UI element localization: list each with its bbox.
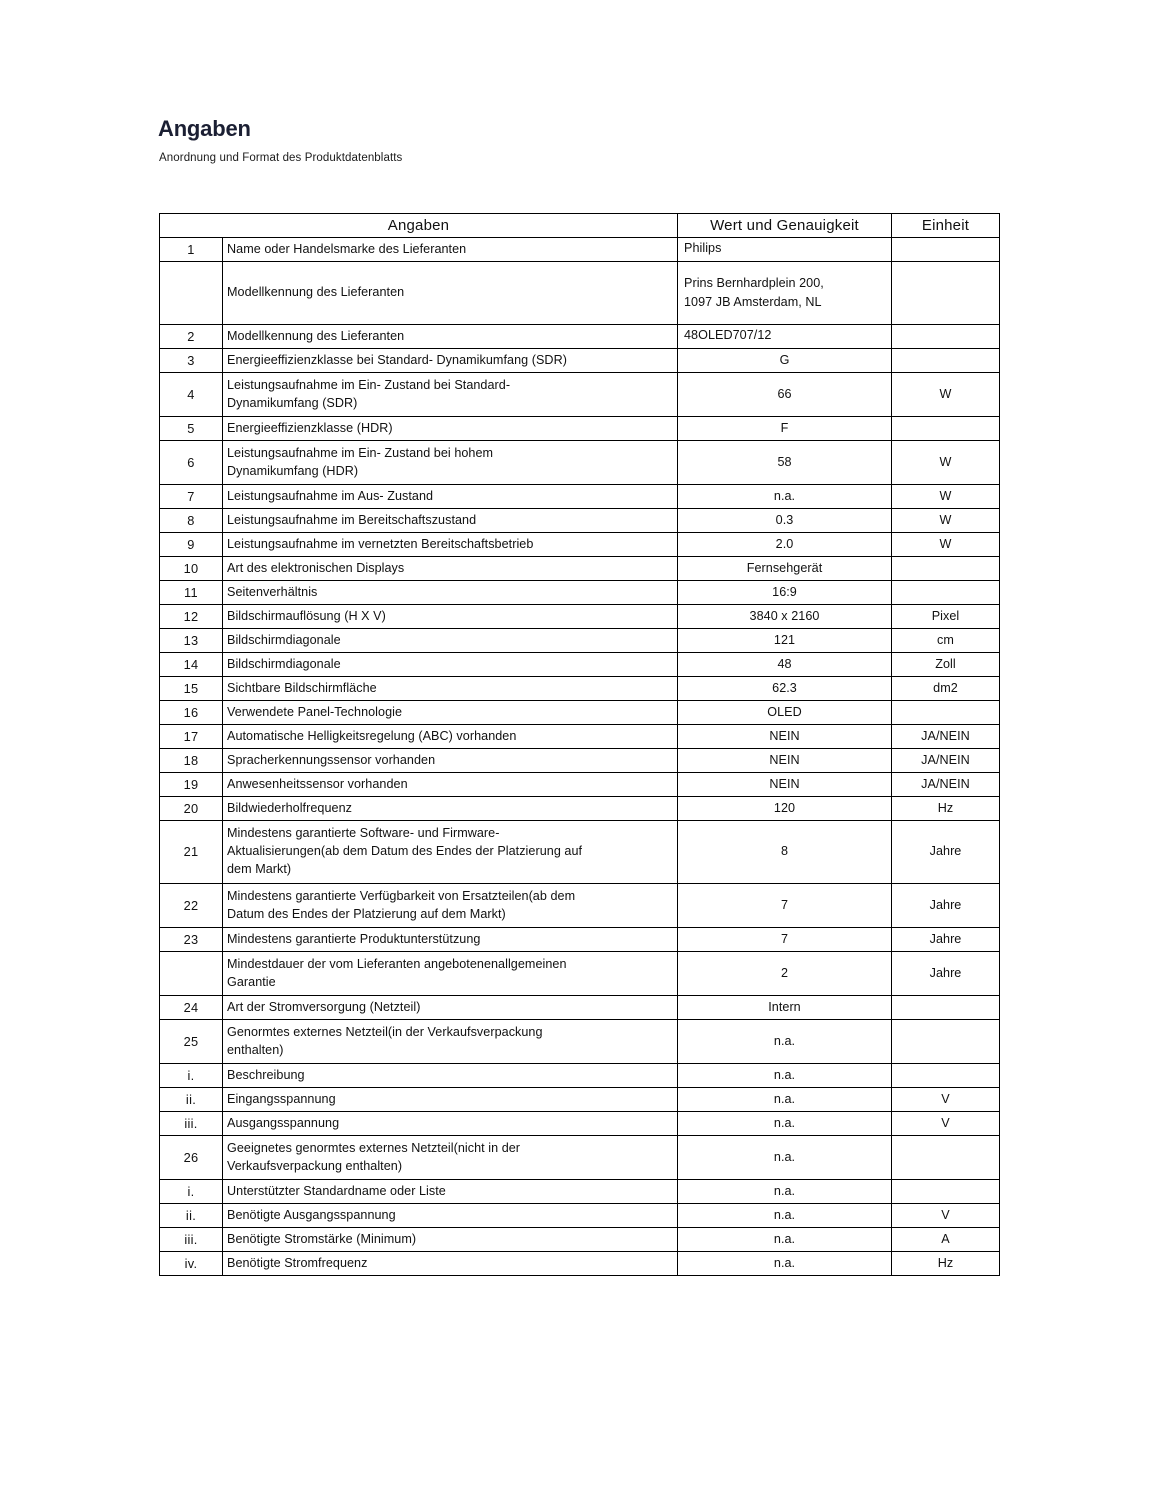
row-description-cell: Benötigte Ausgangsspannung <box>223 1204 678 1228</box>
row-value-cell: n.a. <box>678 1136 892 1180</box>
row-value-cell: 62.3 <box>678 677 892 701</box>
row-value-cell: 7 <box>678 928 892 952</box>
row-unit-cell: V <box>892 1088 1000 1112</box>
table-header <box>160 214 1000 238</box>
table-row <box>160 928 1000 952</box>
row-description-cell: Benötigte Stromstärke (Minimum) <box>223 1228 678 1252</box>
row-value-cell: Fernsehgerät <box>678 557 892 581</box>
row-unit-cell: Jahre <box>892 884 1000 928</box>
row-value-cell: 7 <box>678 884 892 928</box>
row-unit-cell: W <box>892 509 1000 533</box>
table-row <box>160 1020 1000 1064</box>
row-unit-cell: dm2 <box>892 677 1000 701</box>
row-unit-cell <box>892 1020 1000 1064</box>
table-row <box>160 1228 1000 1252</box>
row-unit-cell <box>892 262 1000 325</box>
row-index-cell: 4 <box>160 373 223 417</box>
row-unit-cell <box>892 1064 1000 1088</box>
row-value-cell: 0.3 <box>678 509 892 533</box>
row-unit-cell: W <box>892 373 1000 417</box>
row-description-cell: Bildschirmdiagonale <box>223 629 678 653</box>
row-index-cell: 25 <box>160 1020 223 1064</box>
page-subtitle: Anordnung und Format des Produktdatenblatts <box>159 152 403 164</box>
table-row <box>160 1088 1000 1112</box>
table-row <box>160 605 1000 629</box>
row-description-cell: Bildschirmauflösung (H X V) <box>223 605 678 629</box>
row-index-cell: 24 <box>160 996 223 1020</box>
table-row <box>160 485 1000 509</box>
row-value-cell: n.a. <box>678 1180 892 1204</box>
row-index-cell: 5 <box>160 417 223 441</box>
table-row <box>160 629 1000 653</box>
row-index-cell: iv. <box>160 1252 223 1276</box>
row-unit-cell <box>892 238 1000 262</box>
row-description-cell: Unterstützter Standardname oder Liste <box>223 1180 678 1204</box>
row-unit-cell: JA/NEIN <box>892 749 1000 773</box>
row-value-cell: 2.0 <box>678 533 892 557</box>
row-description-cell: Leistungsaufnahme im Bereitschaftszustand <box>223 509 678 533</box>
page-title: Angaben <box>158 116 251 141</box>
table-row <box>160 1112 1000 1136</box>
row-unit-cell <box>892 996 1000 1020</box>
table-row <box>160 701 1000 725</box>
row-description-cell: Modellkennung des Lieferanten <box>223 325 678 349</box>
row-description-cell: Ausgangsspannung <box>223 1112 678 1136</box>
row-unit-cell <box>892 349 1000 373</box>
table-row <box>160 677 1000 701</box>
row-index-cell: 10 <box>160 557 223 581</box>
table-row <box>160 581 1000 605</box>
table-row <box>160 884 1000 928</box>
row-value-cell: 3840 x 2160 <box>678 605 892 629</box>
table-row <box>160 533 1000 557</box>
row-value-cell: 120 <box>678 797 892 821</box>
table-row <box>160 952 1000 996</box>
row-description-cell: Anwesenheitssensor vorhanden <box>223 773 678 797</box>
row-unit-cell: cm <box>892 629 1000 653</box>
table-row <box>160 373 1000 417</box>
row-index-cell: iii. <box>160 1228 223 1252</box>
table-row <box>160 441 1000 485</box>
row-value-cell: n.a. <box>678 485 892 509</box>
table-row <box>160 509 1000 533</box>
row-value-cell: n.a. <box>678 1064 892 1088</box>
row-unit-cell: Jahre <box>892 928 1000 952</box>
row-unit-cell <box>892 701 1000 725</box>
row-description-cell: Geeignetes genormtes externes Netzteil(nicht in der Verkaufsverpackung enthalten) <box>223 1136 678 1180</box>
row-unit-cell: Zoll <box>892 653 1000 677</box>
row-description-cell: Seitenverhältnis <box>223 581 678 605</box>
row-index-cell: 15 <box>160 677 223 701</box>
table-row <box>160 773 1000 797</box>
row-value-cell: 2 <box>678 952 892 996</box>
row-index-cell: i. <box>160 1180 223 1204</box>
row-description-cell: Bildschirmdiagonale <box>223 653 678 677</box>
row-description-cell: Leistungsaufnahme im Aus- Zustand <box>223 485 678 509</box>
column-header-unit: Einheit <box>892 214 1000 238</box>
row-value-cell: Philips <box>678 238 892 262</box>
row-unit-cell: JA/NEIN <box>892 773 1000 797</box>
row-index-cell: 23 <box>160 928 223 952</box>
row-value-cell: NEIN <box>678 749 892 773</box>
row-index-cell: 18 <box>160 749 223 773</box>
row-description-cell: Verwendete Panel-Technologie <box>223 701 678 725</box>
row-description-cell: Leistungsaufnahme im vernetzten Bereitschaftsbetrieb <box>223 533 678 557</box>
row-value-cell: n.a. <box>678 1088 892 1112</box>
row-value-cell: NEIN <box>678 725 892 749</box>
row-index-cell: 6 <box>160 441 223 485</box>
row-description-cell: Leistungsaufnahme im Ein- Zustand bei hohem Dynamikumfang (HDR) <box>223 441 678 485</box>
table-row <box>160 1136 1000 1180</box>
row-description-cell: Spracherkennungssensor vorhanden <box>223 749 678 773</box>
row-description-cell: Eingangsspannung <box>223 1088 678 1112</box>
row-description-cell: Mindestens garantierte Produktunterstützung <box>223 928 678 952</box>
row-value-cell: 48 <box>678 653 892 677</box>
row-index-cell: 7 <box>160 485 223 509</box>
row-index-cell: 13 <box>160 629 223 653</box>
row-unit-cell: Hz <box>892 797 1000 821</box>
row-unit-cell <box>892 417 1000 441</box>
row-unit-cell: A <box>892 1228 1000 1252</box>
row-description-cell: Mindestens garantierte Software- und Firmware- Aktualisierungen(ab dem Datum des Endes der Platzierung auf dem Markt) <box>223 821 678 884</box>
row-description-cell: Modellkennung des Lieferanten <box>223 262 678 325</box>
row-unit-cell: Pixel <box>892 605 1000 629</box>
row-value-cell: n.a. <box>678 1112 892 1136</box>
row-value-cell: 66 <box>678 373 892 417</box>
row-unit-cell: V <box>892 1204 1000 1228</box>
row-value-cell: n.a. <box>678 1252 892 1276</box>
row-index-cell: 3 <box>160 349 223 373</box>
row-unit-cell: Jahre <box>892 821 1000 884</box>
row-index-cell: 11 <box>160 581 223 605</box>
table-row <box>160 262 1000 325</box>
row-value-cell: 8 <box>678 821 892 884</box>
row-description-cell: Bildwiederholfrequenz <box>223 797 678 821</box>
table-row <box>160 821 1000 884</box>
row-index-cell: 21 <box>160 821 223 884</box>
table-row <box>160 1204 1000 1228</box>
row-description-cell: Energieeffizienzklasse bei Standard- Dynamikumfang (SDR) <box>223 349 678 373</box>
row-index-cell: 12 <box>160 605 223 629</box>
table-body <box>160 238 1000 1276</box>
row-index-cell: 17 <box>160 725 223 749</box>
product-data-table <box>159 213 1000 1276</box>
row-value-cell: 58 <box>678 441 892 485</box>
row-description-cell: Art der Stromversorgung (Netzteil) <box>223 996 678 1020</box>
row-unit-cell <box>892 1180 1000 1204</box>
row-value-cell: Intern <box>678 996 892 1020</box>
row-description-cell: Automatische Helligkeitsregelung (ABC) vorhanden <box>223 725 678 749</box>
table-row <box>160 749 1000 773</box>
column-header-value: Wert und Genauigkeit <box>678 214 892 238</box>
table-row <box>160 1180 1000 1204</box>
row-value-cell: 121 <box>678 629 892 653</box>
table-row <box>160 797 1000 821</box>
row-value-cell: n.a. <box>678 1228 892 1252</box>
row-description-cell: Energieeffizienzklasse (HDR) <box>223 417 678 441</box>
table-row <box>160 996 1000 1020</box>
row-index-cell <box>160 952 223 996</box>
row-description-cell: Beschreibung <box>223 1064 678 1088</box>
row-unit-cell: JA/NEIN <box>892 725 1000 749</box>
table-row <box>160 557 1000 581</box>
row-unit-cell <box>892 325 1000 349</box>
row-description-cell: Sichtbare Bildschirmfläche <box>223 677 678 701</box>
row-description-cell: Leistungsaufnahme im Ein- Zustand bei Standard- Dynamikumfang (SDR) <box>223 373 678 417</box>
row-value-cell: G <box>678 349 892 373</box>
row-index-cell: 8 <box>160 509 223 533</box>
table-header-row <box>160 214 1000 238</box>
table-row <box>160 1252 1000 1276</box>
row-index-cell: i. <box>160 1064 223 1088</box>
table-row <box>160 725 1000 749</box>
row-index-cell: 1 <box>160 238 223 262</box>
row-index-cell: 22 <box>160 884 223 928</box>
table-row <box>160 325 1000 349</box>
row-unit-cell: Jahre <box>892 952 1000 996</box>
row-description-cell: Mindestdauer der vom Lieferanten angebotenenallgemeinen Garantie <box>223 952 678 996</box>
row-description-cell: Genormtes externes Netzteil(in der Verkaufsverpackung enthalten) <box>223 1020 678 1064</box>
row-description-cell: Mindestens garantierte Verfügbarkeit von Ersatzteilen(ab dem Datum des Endes der Platzierung auf dem Markt) <box>223 884 678 928</box>
row-value-cell: n.a. <box>678 1020 892 1064</box>
table-row <box>160 238 1000 262</box>
row-index-cell: 2 <box>160 325 223 349</box>
row-unit-cell <box>892 581 1000 605</box>
row-index-cell: 14 <box>160 653 223 677</box>
row-index-cell: 16 <box>160 701 223 725</box>
row-index-cell <box>160 262 223 325</box>
table-row <box>160 349 1000 373</box>
column-header-spec: Angaben <box>160 214 678 238</box>
row-index-cell: iii. <box>160 1112 223 1136</box>
row-index-cell: ii. <box>160 1088 223 1112</box>
row-index-cell: 20 <box>160 797 223 821</box>
table-row <box>160 1064 1000 1088</box>
row-unit-cell: Hz <box>892 1252 1000 1276</box>
row-index-cell: ii. <box>160 1204 223 1228</box>
table-row <box>160 417 1000 441</box>
row-value-cell: Prins Bernhardplein 200, 1097 JB Amsterdam, NL <box>678 262 892 325</box>
row-value-cell: NEIN <box>678 773 892 797</box>
row-description-cell: Benötigte Stromfrequenz <box>223 1252 678 1276</box>
row-unit-cell <box>892 557 1000 581</box>
table-row <box>160 653 1000 677</box>
row-value-cell: 48OLED707/12 <box>678 325 892 349</box>
row-unit-cell: W <box>892 533 1000 557</box>
row-unit-cell: V <box>892 1112 1000 1136</box>
row-unit-cell: W <box>892 441 1000 485</box>
row-unit-cell: W <box>892 485 1000 509</box>
row-description-cell: Name oder Handelsmarke des Lieferanten <box>223 238 678 262</box>
spec-table-container <box>159 213 999 1276</box>
row-index-cell: 9 <box>160 533 223 557</box>
row-description-cell: Art des elektronischen Displays <box>223 557 678 581</box>
row-index-cell: 26 <box>160 1136 223 1180</box>
row-value-cell: F <box>678 417 892 441</box>
row-value-cell: OLED <box>678 701 892 725</box>
row-value-cell: n.a. <box>678 1204 892 1228</box>
row-value-cell: 16:9 <box>678 581 892 605</box>
row-unit-cell <box>892 1136 1000 1180</box>
row-index-cell: 19 <box>160 773 223 797</box>
